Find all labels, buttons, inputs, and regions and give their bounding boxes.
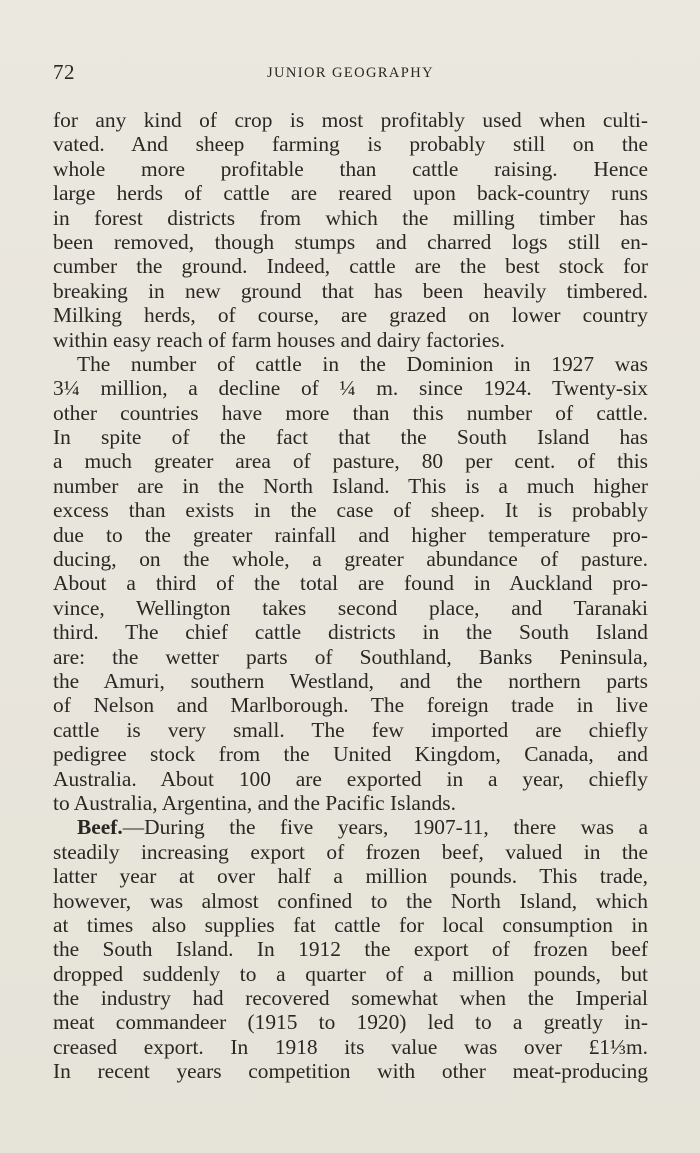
text-line: number are in the North Island. This is a much higher [53, 473, 648, 498]
text-line: pedigree stock from the United Kingdom, Canada, and [53, 742, 648, 767]
text-line: in forest districts from which the milling timber has [53, 205, 648, 230]
text-line: third. The chief cattle districts in the South Island [53, 620, 648, 645]
text-line: In recent years competition with other meat-producing [53, 1059, 648, 1084]
beef-first-line-text: —During the five years, 1907-11, there was a [122, 815, 648, 840]
text-line: to Australia, Argentina, and the Pacific Islands. [53, 790, 456, 815]
text-line: cattle is very small. The few imported are chiefly [53, 717, 648, 742]
text-line: vince, Wellington takes second place, and Taranaki [53, 595, 648, 620]
beef-heading: Beef. [77, 815, 123, 840]
text-line: for any kind of crop is most profitably used when culti- [53, 108, 648, 132]
text-line: latter year at over half a million pounds. This trade, [53, 864, 648, 889]
text-line: however, was almost confined to the North Island, which [53, 888, 648, 913]
text-line: the South Island. In 1912 the export of frozen beef [53, 937, 648, 962]
text-line: a much greater area of pasture, 80 per cent. of this [53, 449, 648, 474]
text-line: excess than exists in the case of sheep. It is probably [53, 498, 648, 523]
text-line: The number of cattle in the Dominion in 1927 was [77, 351, 648, 376]
text-line: within easy reach of farm houses and dairy factories. [53, 327, 506, 352]
running-title: JUNIOR GEOGRAPHY [266, 65, 434, 81]
beef-paragraph-first-line [53, 815, 648, 839]
page-header [53, 60, 648, 88]
text-line: of Nelson and Marlborough. The foreign trade in live [53, 693, 648, 718]
text-line: the Amuri, southern Westland, and the northern parts [53, 668, 648, 693]
text-line: About a third of the total are found in Auckland pro- [53, 571, 648, 596]
text-line: been removed, though stumps and charred logs still en- [53, 229, 648, 254]
text-line: 3¼ million, a decline of ¼ m. since 1924. Twenty-six [53, 376, 648, 401]
text-line: breaking in new ground that has been heavily timbered. [53, 278, 648, 303]
page-number: 72 [53, 60, 75, 84]
body-text [53, 108, 648, 1084]
text-line: creased export. In 1918 its value was over £1⅓m. [53, 1034, 648, 1059]
text-line: whole more profitable than cattle raising. Hence [53, 156, 648, 181]
text-line: meat commandeer (1915 to 1920) led to a greatly in- [53, 1010, 648, 1035]
text-line: cumber the ground. Indeed, cattle are the best stock for [53, 254, 648, 279]
text-line: In spite of the fact that the South Island has [53, 425, 648, 450]
text-line: other countries have more than this number of cattle. [53, 400, 648, 425]
text-line: due to the greater rainfall and higher temperature pro- [53, 522, 648, 547]
text-line: dropped suddenly to a quarter of a million pounds, but [53, 961, 648, 986]
text-line: ducing, on the whole, a greater abundance of pasture. [53, 547, 648, 572]
text-line: are: the wetter parts of Southland, Banks Peninsula, [53, 644, 648, 669]
text-line: at times also supplies fat cattle for local consumption in [53, 912, 648, 937]
text-line: Milking herds, of course, are grazed on lower country [53, 303, 648, 328]
text-line: vated. And sheep farming is probably still on the [53, 132, 648, 157]
text-line: Australia. About 100 are exported in a year, chiefly [53, 766, 648, 791]
text-line: large herds of cattle are reared upon back-country runs [53, 181, 648, 206]
text-line: the industry had recovered somewhat when the Imperial [53, 986, 648, 1011]
text-line: steadily increasing export of frozen beef, valued in the [53, 839, 648, 864]
